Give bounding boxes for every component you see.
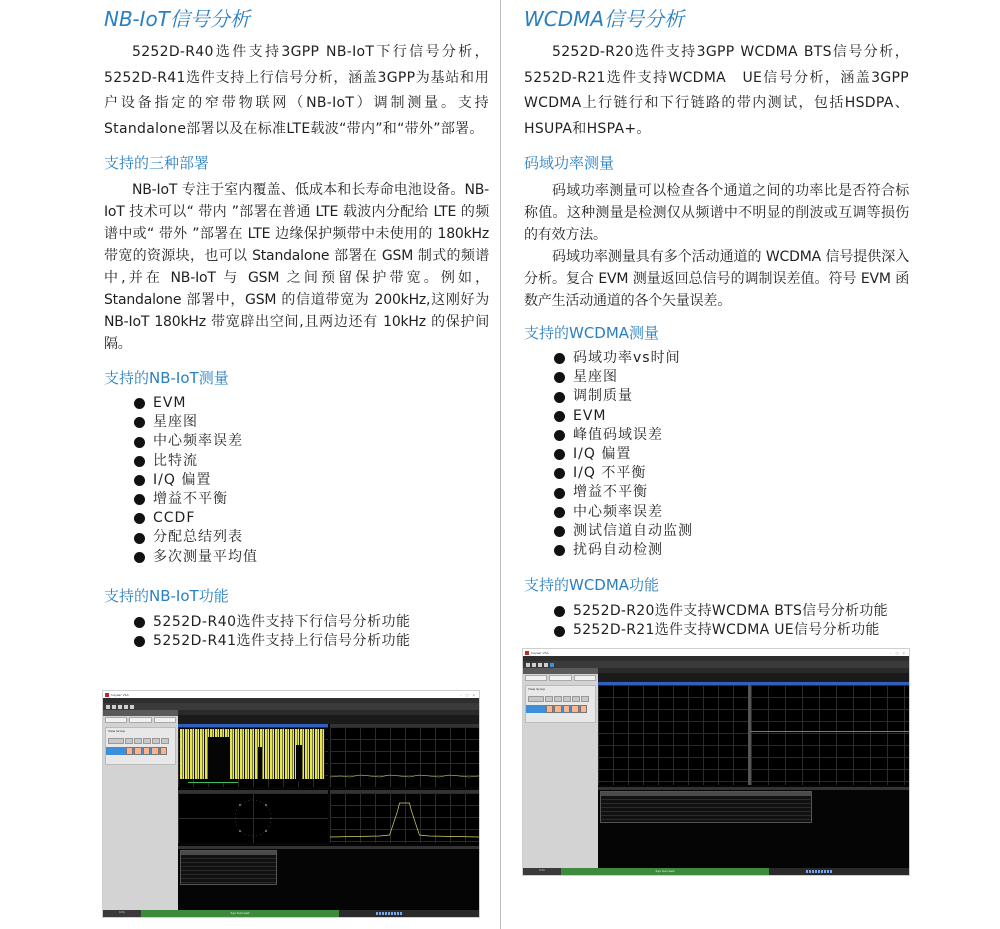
- list-item: 多次测量平均值: [134, 548, 489, 567]
- status-message: Sys Succeed: [141, 910, 339, 917]
- code-domain-power-trace: [598, 685, 748, 785]
- bullet-icon: [134, 456, 145, 467]
- list-item: 5252D-R20选件支持WCDMA BTS信号分析功能: [554, 602, 909, 621]
- app-content: [178, 710, 479, 910]
- close-icon: ×: [902, 650, 905, 655]
- list-item: 中心频率误差: [554, 503, 909, 522]
- window-controls: [890, 651, 909, 655]
- list-item: I/Q 偏置: [554, 445, 909, 464]
- list-item: 比特流: [134, 452, 489, 471]
- list-item: 调制质量: [554, 387, 909, 406]
- result-summary-table: [600, 791, 812, 823]
- wcdma-intro: 5252D-R20选件支持3GPP WCDMA BTS信号分析，5252D-R21选件支持WCDMA UE信号分析，涵盖3GPP WCDMA上行链行和下行链路的带内测试，包括HSDPA、HSUPA和HSPA+。: [524, 44, 909, 137]
- bullet-icon: [134, 475, 145, 486]
- bullet-icon: [554, 430, 565, 441]
- toolbar-button: [526, 663, 530, 667]
- app-content: [598, 668, 909, 868]
- list-item: I/Q 偏置: [134, 471, 489, 490]
- nbiot-title: NB-IoT信号分析: [104, 7, 250, 31]
- toolbar-button: [124, 705, 128, 709]
- wcdma-title: WCDMA信号分析: [524, 7, 685, 31]
- deploy-heading: 支持的三种部署: [104, 154, 210, 172]
- cdp-heading: 码域功率测量: [524, 154, 615, 172]
- toolbar-button: [532, 663, 536, 667]
- cdp-text-2: 码域功率测量具有多个活动通道的 WCDMA 信号提供深入分析。复合 EVM 测量返回总信号的调制误差值。符号 EVM 函数产生活动通道的各个矢量误差。: [524, 249, 909, 309]
- nbiot-measure-list: [134, 394, 489, 567]
- wcdma-measure-list: [554, 349, 909, 560]
- list-item: 增益不平衡: [554, 483, 909, 502]
- status-message: Sys Succeed: [561, 868, 769, 875]
- list-item: I/Q 不平衡: [554, 464, 909, 483]
- bullet-icon: [554, 526, 565, 537]
- list-item: 星座图: [554, 368, 909, 387]
- list-item: CCDF: [134, 509, 489, 528]
- frequency-error-trace: [751, 685, 909, 785]
- wcdma-section: [524, 0, 909, 641]
- toolbar-button: [538, 663, 542, 667]
- list-item: EVM: [554, 407, 909, 426]
- list-item: 5252D-R21选件支持WCDMA UE信号分析功能: [554, 621, 909, 640]
- bullet-icon: [554, 468, 565, 479]
- toolbar-button: [550, 663, 554, 667]
- toolbar-button: [130, 705, 134, 709]
- app-name: Ceyear VSA: [531, 650, 549, 655]
- app-logo-icon: [105, 693, 109, 697]
- nbiot-function-list: [134, 613, 489, 651]
- app-titlebar: [523, 649, 909, 656]
- toolbar: [523, 661, 909, 668]
- bullet-icon: [554, 545, 565, 556]
- nbiot-section: [104, 0, 489, 651]
- cdp-text-1: 码域功率测量可以检查各个通道之间的功率比是否符合标称值。这种测量是检测仅从频谱中不明显的削波或互调等损伤的有效方法。: [524, 183, 909, 243]
- list-item: 测试信道自动监测: [554, 522, 909, 541]
- wcdma-analyzer-screenshot: [522, 648, 910, 876]
- maximize-icon: □: [895, 650, 899, 655]
- close-icon: ×: [472, 692, 475, 697]
- list-item: 扰码自动检测: [554, 541, 909, 560]
- evm-vs-symbol-trace: [330, 727, 479, 787]
- nbiot-intro: 5252D-R40选件支持3GPP NB-IoT下行信号分析，5252D-R41选件支持上行信号分析，涵盖3GPP为基站和用户设备指定的窄带物联网（NB-IoT）调制测量。支持Standalone部署以及在标准LTE载波“带内”和“带外”部署。: [104, 44, 489, 137]
- capture-buffer-trace: [178, 727, 328, 787]
- wcdma-function-list: [554, 602, 909, 640]
- bullet-icon: [134, 513, 145, 524]
- wcdma-measure-heading: 支持的WCDMA测量: [524, 324, 660, 342]
- nbiot-function-heading: 支持的NB-IoT功能: [104, 586, 229, 605]
- window-controls: [460, 693, 479, 697]
- bullet-icon: [134, 617, 145, 628]
- bullet-icon: [134, 552, 145, 563]
- bullet-icon: [134, 636, 145, 647]
- list-item: EVM: [134, 394, 489, 413]
- column-divider: [500, 0, 501, 929]
- nbiot-analyzer-screenshot: [102, 690, 480, 918]
- toolbar-button: [106, 705, 110, 709]
- nbiot-measure-heading: 支持的NB-IoT测量: [104, 369, 229, 387]
- bullet-icon: [134, 398, 145, 409]
- maximize-icon: □: [465, 692, 469, 697]
- deploy-text: NB-IoT 专注于室内覆盖、低成本和长寿命电池设备。NB-IoT 技术可以“ 带内 ”部署在普通 LTE 载波内分配给 LTE 的频谱中或“ 带外 ”部署在 LTE 边缘保护频带中未使用的 180kHz 带宽的资源块，也可以 Standalone 部署在 GSM 制式的频谱中,并在 NB-IoT 与 GSM 之间预留保护带宽。例如，Standalone 部署中，GSM 的信道带宽为 200kHz,这刚好为 NB-IoT 180kHz 带宽辟出空间,且两边还有 10kHz 的保护间隔。: [104, 182, 489, 352]
- list-item: 5252D-R41选件支持上行信号分析功能: [134, 632, 489, 651]
- list-item: 中心频率误差: [134, 432, 489, 451]
- minimize-icon: –: [890, 650, 892, 655]
- list-item: 增益不平衡: [134, 490, 489, 509]
- app-name: Ceyear VSA: [111, 692, 129, 697]
- bullet-icon: [554, 392, 565, 403]
- toolbar-button: [118, 705, 122, 709]
- bullet-icon: [554, 372, 565, 383]
- minimize-icon: –: [460, 692, 462, 697]
- app-logo-icon: [525, 651, 529, 655]
- bullet-icon: [554, 488, 565, 499]
- app-titlebar: [103, 691, 479, 698]
- power-spectrum-trace: [330, 793, 479, 843]
- bullet-icon: [554, 507, 565, 518]
- bullet-icon: [134, 533, 145, 544]
- constellation-diagram: [178, 793, 328, 843]
- list-item: 峰值码域误差: [554, 426, 909, 445]
- app-sidebar: [523, 668, 598, 868]
- list-item: 星座图: [134, 413, 489, 432]
- status-bar: Info Sys Succeed: [103, 910, 479, 917]
- bullet-icon: [554, 626, 565, 637]
- list-item: 5252D-R40选件支持下行信号分析功能: [134, 613, 489, 632]
- bullet-icon: [134, 437, 145, 448]
- app-sidebar: [103, 710, 178, 910]
- view-group: View Group: [105, 727, 176, 765]
- list-item: 分配总结列表: [134, 528, 489, 547]
- bullet-icon: [134, 417, 145, 428]
- toolbar-button: [112, 705, 116, 709]
- bullet-icon: [554, 449, 565, 460]
- result-summary-table: [180, 850, 277, 885]
- bullet-icon: [554, 411, 565, 422]
- toolbar: [103, 703, 479, 710]
- bullet-icon: [134, 494, 145, 505]
- view-group: View Group: [525, 685, 596, 723]
- status-bar: Info Sys Succeed: [523, 868, 909, 875]
- wcdma-function-heading: 支持的WCDMA功能: [524, 576, 660, 595]
- bullet-icon: [554, 606, 565, 617]
- toolbar-button: [544, 663, 548, 667]
- list-item: 码域功率vs时间: [554, 349, 909, 368]
- bullet-icon: [554, 353, 565, 364]
